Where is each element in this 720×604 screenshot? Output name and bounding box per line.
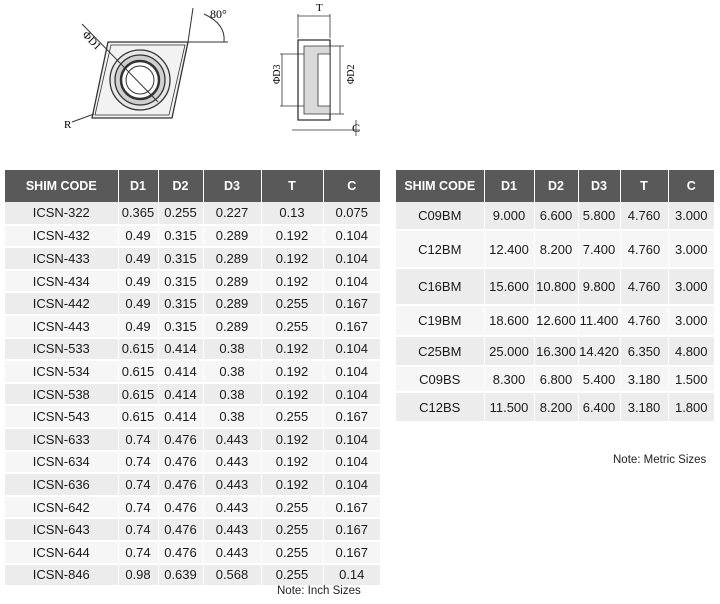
shim-code-cell: ICSN-543 (5, 405, 118, 428)
value-cell: 9.000 (484, 202, 534, 230)
value-cell: 0.289 (203, 247, 261, 270)
table-row (5, 541, 380, 564)
shim-code-cell: ICSN-846 (5, 564, 118, 587)
shim-code-cell: ICSN-534 (5, 360, 118, 383)
value-cell: 0.255 (261, 405, 323, 428)
label-d2: ΦD2 (346, 64, 357, 84)
shim-code-cell: C19BM (396, 305, 484, 336)
value-cell: 0.315 (158, 225, 203, 248)
value-cell: 0.74 (118, 473, 158, 496)
value-cell: 0.315 (158, 270, 203, 293)
table-row (5, 315, 380, 338)
value-cell: 0.104 (323, 225, 380, 248)
shim-code-cell: ICSN-538 (5, 383, 118, 406)
table-row (5, 247, 380, 270)
header-shim-code: SHIM CODE (5, 170, 118, 202)
shim-code-cell: C09BS (396, 366, 484, 392)
value-cell: 0.414 (158, 405, 203, 428)
value-cell: 0.49 (118, 292, 158, 315)
value-cell: 0.192 (261, 247, 323, 270)
table-row (5, 270, 380, 293)
table-row (5, 360, 380, 383)
value-cell: 8.300 (484, 366, 534, 392)
value-cell: 0.104 (323, 338, 380, 361)
shim-code-cell: ICSN-433 (5, 247, 118, 270)
value-cell: 3.180 (620, 366, 668, 392)
value-cell: 0.255 (261, 518, 323, 541)
value-cell: 0.615 (118, 383, 158, 406)
value-cell: 15.600 (484, 268, 534, 305)
table-row (396, 202, 714, 230)
value-cell: 8.200 (534, 392, 578, 422)
value-cell: 0.476 (158, 451, 203, 474)
value-cell: 0.315 (158, 315, 203, 338)
value-cell: 0.255 (261, 541, 323, 564)
table-row (396, 230, 714, 268)
value-cell: 4.760 (620, 202, 668, 230)
value-cell: 0.192 (261, 270, 323, 293)
value-cell: 0.476 (158, 496, 203, 519)
value-cell: 0.443 (203, 428, 261, 451)
value-cell: 0.289 (203, 270, 261, 293)
value-cell: 0.74 (118, 518, 158, 541)
label-d1: ΦD1 (79, 29, 104, 53)
value-cell: 12.400 (484, 230, 534, 268)
value-cell: 6.350 (620, 336, 668, 366)
shim-code-cell: C09BM (396, 202, 484, 230)
value-cell: 0.49 (118, 270, 158, 293)
value-cell: 0.38 (203, 360, 261, 383)
value-cell: 0.192 (261, 383, 323, 406)
value-cell: 0.192 (261, 428, 323, 451)
metric-sizes-table (396, 170, 714, 423)
value-cell: 0.167 (323, 518, 380, 541)
table-row (5, 383, 380, 406)
value-cell: 11.500 (484, 392, 534, 422)
value-cell: 0.38 (203, 383, 261, 406)
value-cell: 1.500 (668, 366, 714, 392)
value-cell: 0.167 (323, 315, 380, 338)
value-cell: 0.104 (323, 247, 380, 270)
inch-sizes-table (5, 170, 380, 587)
value-cell: 0.255 (261, 496, 323, 519)
value-cell: 0.476 (158, 473, 203, 496)
header-t: T (261, 170, 323, 202)
label-d3: ΦD3 (272, 64, 283, 84)
value-cell: 0.104 (323, 473, 380, 496)
value-cell: 14.420 (578, 336, 620, 366)
table-row (5, 451, 380, 474)
value-cell: 0.615 (118, 360, 158, 383)
value-cell: 0.443 (203, 473, 261, 496)
value-cell: 0.255 (261, 292, 323, 315)
header-c: C (323, 170, 380, 202)
header-d1: D1 (118, 170, 158, 202)
value-cell: 0.476 (158, 541, 203, 564)
value-cell: 0.289 (203, 315, 261, 338)
shim-code-cell: ICSN-442 (5, 292, 118, 315)
value-cell: 4.760 (620, 305, 668, 336)
value-cell: 0.167 (323, 541, 380, 564)
shim-code-cell: ICSN-634 (5, 451, 118, 474)
value-cell: 0.192 (261, 360, 323, 383)
value-cell: 0.227 (203, 202, 261, 225)
value-cell: 0.104 (323, 383, 380, 406)
value-cell: 0.289 (203, 292, 261, 315)
value-cell: 0.192 (261, 338, 323, 361)
shim-code-cell: ICSN-322 (5, 202, 118, 225)
table-row (5, 428, 380, 451)
header-t: T (620, 170, 668, 202)
header-d3: D3 (203, 170, 261, 202)
value-cell: 0.414 (158, 338, 203, 361)
table-row (396, 305, 714, 336)
label-c: C (352, 121, 361, 135)
value-cell: 0.192 (261, 473, 323, 496)
label-r: R (64, 119, 72, 131)
header-d3: D3 (578, 170, 620, 202)
shim-code-cell: ICSN-434 (5, 270, 118, 293)
header-d1: D1 (484, 170, 534, 202)
value-cell: 6.400 (578, 392, 620, 422)
shim-code-cell: C25BM (396, 336, 484, 366)
value-cell: 0.38 (203, 405, 261, 428)
table-row (396, 366, 714, 392)
value-cell: 18.600 (484, 305, 534, 336)
metric-sizes-note: Note: Metric Sizes (613, 454, 707, 466)
value-cell: 0.365 (118, 202, 158, 225)
value-cell: 0.167 (323, 292, 380, 315)
table-row (5, 473, 380, 496)
shim-code-cell: C12BS (396, 392, 484, 422)
value-cell: 3.000 (668, 268, 714, 305)
label-angle: 80° (210, 7, 227, 21)
value-cell: 0.74 (118, 541, 158, 564)
value-cell: 0.639 (158, 564, 203, 587)
value-cell: 0.414 (158, 360, 203, 383)
value-cell: 0.315 (158, 292, 203, 315)
value-cell: 3.000 (668, 230, 714, 268)
value-cell: 0.98 (118, 564, 158, 587)
header-shim-code: SHIM CODE (396, 170, 484, 202)
value-cell: 0.104 (323, 360, 380, 383)
value-cell: 0.13 (261, 202, 323, 225)
value-cell: 0.615 (118, 405, 158, 428)
value-cell: 5.400 (578, 366, 620, 392)
value-cell: 9.800 (578, 268, 620, 305)
value-cell: 0.255 (158, 202, 203, 225)
shim-code-cell: C16BM (396, 268, 484, 305)
value-cell: 0.192 (261, 225, 323, 248)
shim-code-cell: ICSN-443 (5, 315, 118, 338)
table-row (5, 338, 380, 361)
value-cell: 0.476 (158, 518, 203, 541)
value-cell: 0.74 (118, 451, 158, 474)
value-cell: 0.74 (118, 496, 158, 519)
value-cell: 0.49 (118, 247, 158, 270)
value-cell: 16.300 (534, 336, 578, 366)
shim-code-cell: ICSN-533 (5, 338, 118, 361)
table-row (5, 292, 380, 315)
value-cell: 0.315 (158, 247, 203, 270)
value-cell: 0.443 (203, 451, 261, 474)
inch-sizes-note: Note: Inch Sizes (277, 585, 361, 597)
header-d2: D2 (534, 170, 578, 202)
label-t: T (316, 2, 323, 14)
value-cell: 0.476 (158, 428, 203, 451)
value-cell: 0.104 (323, 428, 380, 451)
value-cell: 0.167 (323, 405, 380, 428)
table-row (5, 496, 380, 519)
value-cell: 0.49 (118, 315, 158, 338)
value-cell: 12.600 (534, 305, 578, 336)
shim-code-cell: ICSN-644 (5, 541, 118, 564)
value-cell: 4.760 (620, 230, 668, 268)
value-cell: 0.38 (203, 338, 261, 361)
value-cell: 0.443 (203, 496, 261, 519)
value-cell: 0.443 (203, 518, 261, 541)
insert-top-view (72, 8, 228, 122)
value-cell: 0.104 (323, 451, 380, 474)
value-cell: 5.800 (578, 202, 620, 230)
shim-code-cell: ICSN-642 (5, 496, 118, 519)
table-row (5, 202, 380, 225)
shim-code-cell: ICSN-643 (5, 518, 118, 541)
value-cell: 0.289 (203, 225, 261, 248)
value-cell: 0.255 (261, 315, 323, 338)
value-cell: 3.180 (620, 392, 668, 422)
value-cell: 1.800 (668, 392, 714, 422)
table-row (5, 518, 380, 541)
value-cell: 0.104 (323, 270, 380, 293)
value-cell: 4.800 (668, 336, 714, 366)
value-cell: 7.400 (578, 230, 620, 268)
value-cell: 0.255 (261, 564, 323, 587)
value-cell: 0.075 (323, 202, 380, 225)
shim-code-cell: ICSN-636 (5, 473, 118, 496)
value-cell: 0.568 (203, 564, 261, 587)
value-cell: 8.200 (534, 230, 578, 268)
header-c: C (668, 170, 714, 202)
shim-code-cell: ICSN-633 (5, 428, 118, 451)
value-cell: 0.74 (118, 428, 158, 451)
value-cell: 6.600 (534, 202, 578, 230)
table-row (5, 405, 380, 428)
value-cell: 0.192 (261, 451, 323, 474)
table-row (396, 336, 714, 366)
value-cell: 4.760 (620, 268, 668, 305)
metric-table-header (396, 170, 714, 202)
value-cell: 0.167 (323, 496, 380, 519)
value-cell: 0.49 (118, 225, 158, 248)
value-cell: 0.414 (158, 383, 203, 406)
technical-drawings (0, 0, 720, 160)
value-cell: 6.800 (534, 366, 578, 392)
value-cell: 3.000 (668, 305, 714, 336)
value-cell: 10.800 (534, 268, 578, 305)
shim-code-cell: C12BM (396, 230, 484, 268)
value-cell: 0.615 (118, 338, 158, 361)
table-row (5, 564, 380, 587)
value-cell: 3.000 (668, 202, 714, 230)
shim-code-cell: ICSN-432 (5, 225, 118, 248)
table-row (5, 225, 380, 248)
table-row (396, 268, 714, 305)
header-d2: D2 (158, 170, 203, 202)
value-cell: 25.000 (484, 336, 534, 366)
table-row (396, 392, 714, 422)
value-cell: 0.443 (203, 541, 261, 564)
value-cell: 11.400 (578, 305, 620, 336)
value-cell: 0.14 (323, 564, 380, 587)
inch-table-header (5, 170, 380, 202)
